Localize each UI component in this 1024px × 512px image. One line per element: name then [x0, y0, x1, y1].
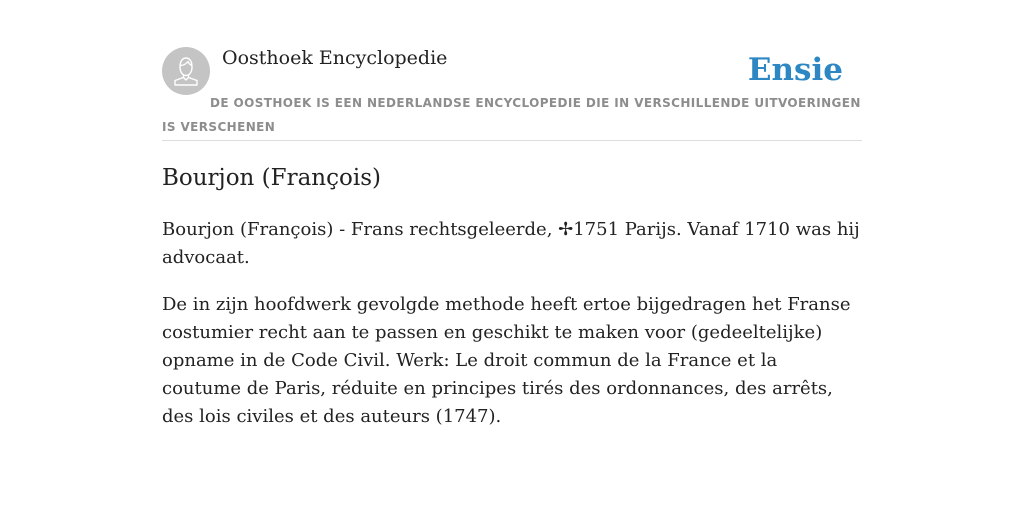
article-paragraph: Bourjon (François) - Frans rechtsgeleerde, ✢1751 Parijs. Vanaf 1710 was hij advocaat. — [162, 219, 860, 268]
user-icon — [162, 47, 210, 95]
avatar[interactable] — [162, 47, 210, 95]
article-title: Bourjon (François) — [162, 165, 381, 191]
brand-logo[interactable]: Ensie — [747, 52, 843, 88]
source-header — [162, 46, 862, 141]
article-body — [162, 216, 862, 450]
article-paragraph: De in zijn hoofdwerk gevolgde methode heeft ertoe bijgedragen het Franse costumier recht aan te passen en geschikt te maken voor (gedeeltelijke) opname in de Code Civil. Werk: Le droit commun de la France et la coutume de Paris, réduite en principes tirés des ordonnances, des arrêts, des lois civiles et des auteurs (1747). — [162, 294, 851, 427]
source-tagline: DE OOSTHOEK IS EEN NEDERLANDSE ENCYCLOPEDIE DIE IN VERSCHILLENDE UITVOERINGEN IS VERSCHENEN — [162, 96, 861, 134]
source-name[interactable]: Oosthoek Encyclopedie — [222, 47, 448, 69]
